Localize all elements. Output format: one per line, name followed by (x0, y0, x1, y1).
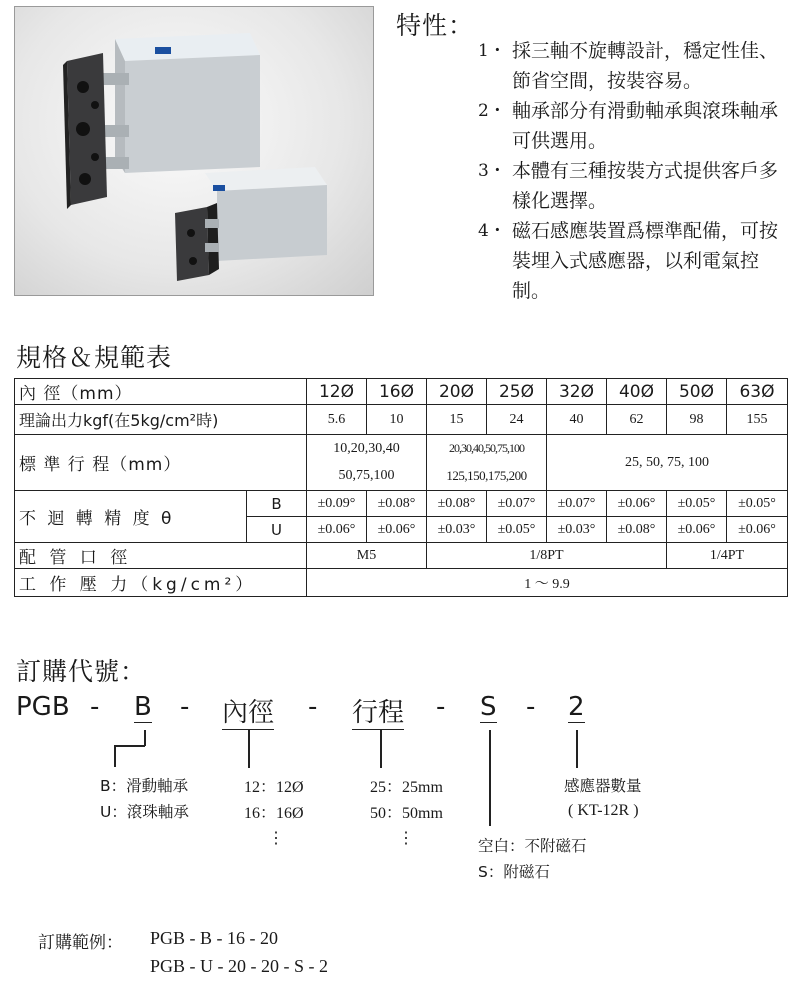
force-cell: 10 (367, 405, 427, 435)
connector-line (114, 745, 145, 747)
product-photo (14, 6, 374, 296)
precision-cell: ±0.05° (487, 517, 547, 543)
bearing-option: B：滑動軸承 (100, 777, 189, 795)
row-label: 內 徑（mm） (15, 379, 307, 405)
code-dash: - (180, 692, 190, 722)
force-cell: 5.6 (307, 405, 367, 435)
precision-cell: ±0.03° (427, 517, 487, 543)
feature-number: 3・ (478, 161, 506, 181)
code-sensor: 2 (568, 692, 585, 722)
precision-cell: ±0.08° (427, 491, 487, 517)
connector-line (380, 730, 382, 768)
code-magnet: S (480, 692, 497, 722)
order-title: 訂購代號： (16, 657, 147, 686)
code-bearing: B (134, 692, 152, 722)
code-dash: - (308, 692, 318, 722)
port-cell: 1/8PT (427, 543, 667, 569)
stroke-ellipsis: ⋮ (398, 830, 414, 847)
feature-text: 磁石感應裝置爲標準配備，可按裝埋入式感應器，以利電氣控制。 (512, 220, 779, 302)
stroke-cell: 50,75,100 (307, 463, 427, 491)
precision-cell: ±0.06° (607, 491, 667, 517)
precision-cell: ±0.08° (367, 491, 427, 517)
row-sublabel: B (247, 491, 307, 517)
connector-line (576, 730, 578, 768)
features-list (478, 36, 796, 306)
order-example: PGB - U - 20 - 20 - S - 2 (150, 956, 328, 976)
spec-title: 規格＆規範表 (16, 343, 173, 372)
stroke-cell: 125,150,175,200 (427, 463, 547, 491)
feature-number: 1・ (478, 41, 506, 61)
force-cell: 98 (667, 405, 727, 435)
pressure-cell: 1 ～ 9.9 (307, 569, 788, 597)
feature-number: 2・ (478, 101, 506, 121)
precision-cell: ±0.06° (727, 517, 788, 543)
stroke-option: 25：25mm (370, 779, 443, 796)
feature-item (478, 36, 796, 96)
magnet-option: 空白：不附磁石 (478, 837, 587, 855)
stroke-cell: 20,30,40,50,75,100 (427, 435, 547, 463)
code-bore: 內徑 (222, 692, 274, 730)
precision-cell: ±0.06° (307, 517, 367, 543)
bearing-option: U：滾珠軸承 (100, 803, 189, 821)
code-dash: - (526, 692, 536, 722)
table-row (15, 379, 788, 405)
bore-cell: 40Ø (607, 379, 667, 405)
force-cell: 155 (727, 405, 788, 435)
connector-line (248, 730, 250, 768)
force-cell: 15 (427, 405, 487, 435)
precision-cell: ±0.06° (667, 517, 727, 543)
bore-option: 16：16Ø (244, 805, 304, 822)
precision-cell: ±0.07° (487, 491, 547, 517)
port-cell: M5 (307, 543, 427, 569)
port-cell: 1/4PT (667, 543, 788, 569)
feature-item (478, 96, 796, 156)
precision-cell: ±0.08° (607, 517, 667, 543)
cylinder-illustration (15, 7, 373, 295)
feature-item (478, 216, 796, 306)
row-label: 標 準 行 程（mm） (15, 435, 307, 491)
precision-cell: ±0.05° (727, 491, 788, 517)
bore-cell: 20Ø (427, 379, 487, 405)
bore-cell: 12Ø (307, 379, 367, 405)
table-row (15, 543, 788, 569)
table-row (15, 491, 788, 517)
feature-text: 本體有三種按裝方式提供客戶多樣化選擇。 (512, 160, 779, 212)
features-title: 特性： (396, 11, 475, 40)
feature-text: 採三軸不旋轉設計，穩定性佳、節省空間，按裝容易。 (512, 40, 779, 92)
stroke-cell: 25, 50, 75, 100 (547, 435, 788, 491)
bore-cell: 25Ø (487, 379, 547, 405)
precision-cell: ±0.03° (547, 517, 607, 543)
bore-cell: 32Ø (547, 379, 607, 405)
force-cell: 62 (607, 405, 667, 435)
precision-cell: ±0.05° (667, 491, 727, 517)
table-row (15, 569, 788, 597)
bore-option: 12：12Ø (244, 779, 304, 796)
code-prefix: PGB (16, 692, 70, 722)
feature-text: 軸承部分有滑動軸承與滾珠軸承可供選用。 (512, 100, 779, 152)
stroke-option: 50：50mm (370, 805, 443, 822)
code-stroke: 行程 (352, 692, 404, 730)
row-label: 工 作 壓 力（kg/cm²） (15, 569, 307, 597)
precision-cell: ±0.06° (367, 517, 427, 543)
spec-table (14, 378, 788, 597)
code-dash: - (90, 692, 100, 722)
feature-number: 4・ (478, 221, 506, 241)
stroke-cell: 10,20,30,40 (307, 435, 427, 463)
sensor-model: ( KT-12R ) (568, 802, 639, 819)
bore-cell: 50Ø (667, 379, 727, 405)
bore-ellipsis: ⋮ (268, 830, 284, 847)
force-cell: 24 (487, 405, 547, 435)
row-label: 理論出力kgf(在5kg/cm²時) (15, 405, 307, 435)
magnet-option: S：附磁石 (478, 863, 550, 881)
table-row (15, 435, 788, 463)
feature-item (478, 156, 796, 216)
connector-line (114, 745, 116, 767)
bore-cell: 16Ø (367, 379, 427, 405)
connector-line (144, 730, 146, 746)
force-cell: 40 (547, 405, 607, 435)
code-dash: - (436, 692, 446, 722)
connector-line (489, 730, 491, 826)
precision-cell: ±0.09° (307, 491, 367, 517)
sensor-label: 感應器數量 (564, 777, 642, 795)
example-label: 訂購範例： (38, 933, 123, 953)
row-label: 不 迴 轉 精 度 θ (15, 491, 247, 543)
order-example: PGB - B - 16 - 20 (150, 928, 279, 948)
precision-cell: ±0.07° (547, 491, 607, 517)
row-sublabel: U (247, 517, 307, 543)
table-row (15, 405, 788, 435)
bore-cell: 63Ø (727, 379, 788, 405)
row-label: 配 管 口 徑 (15, 543, 307, 569)
